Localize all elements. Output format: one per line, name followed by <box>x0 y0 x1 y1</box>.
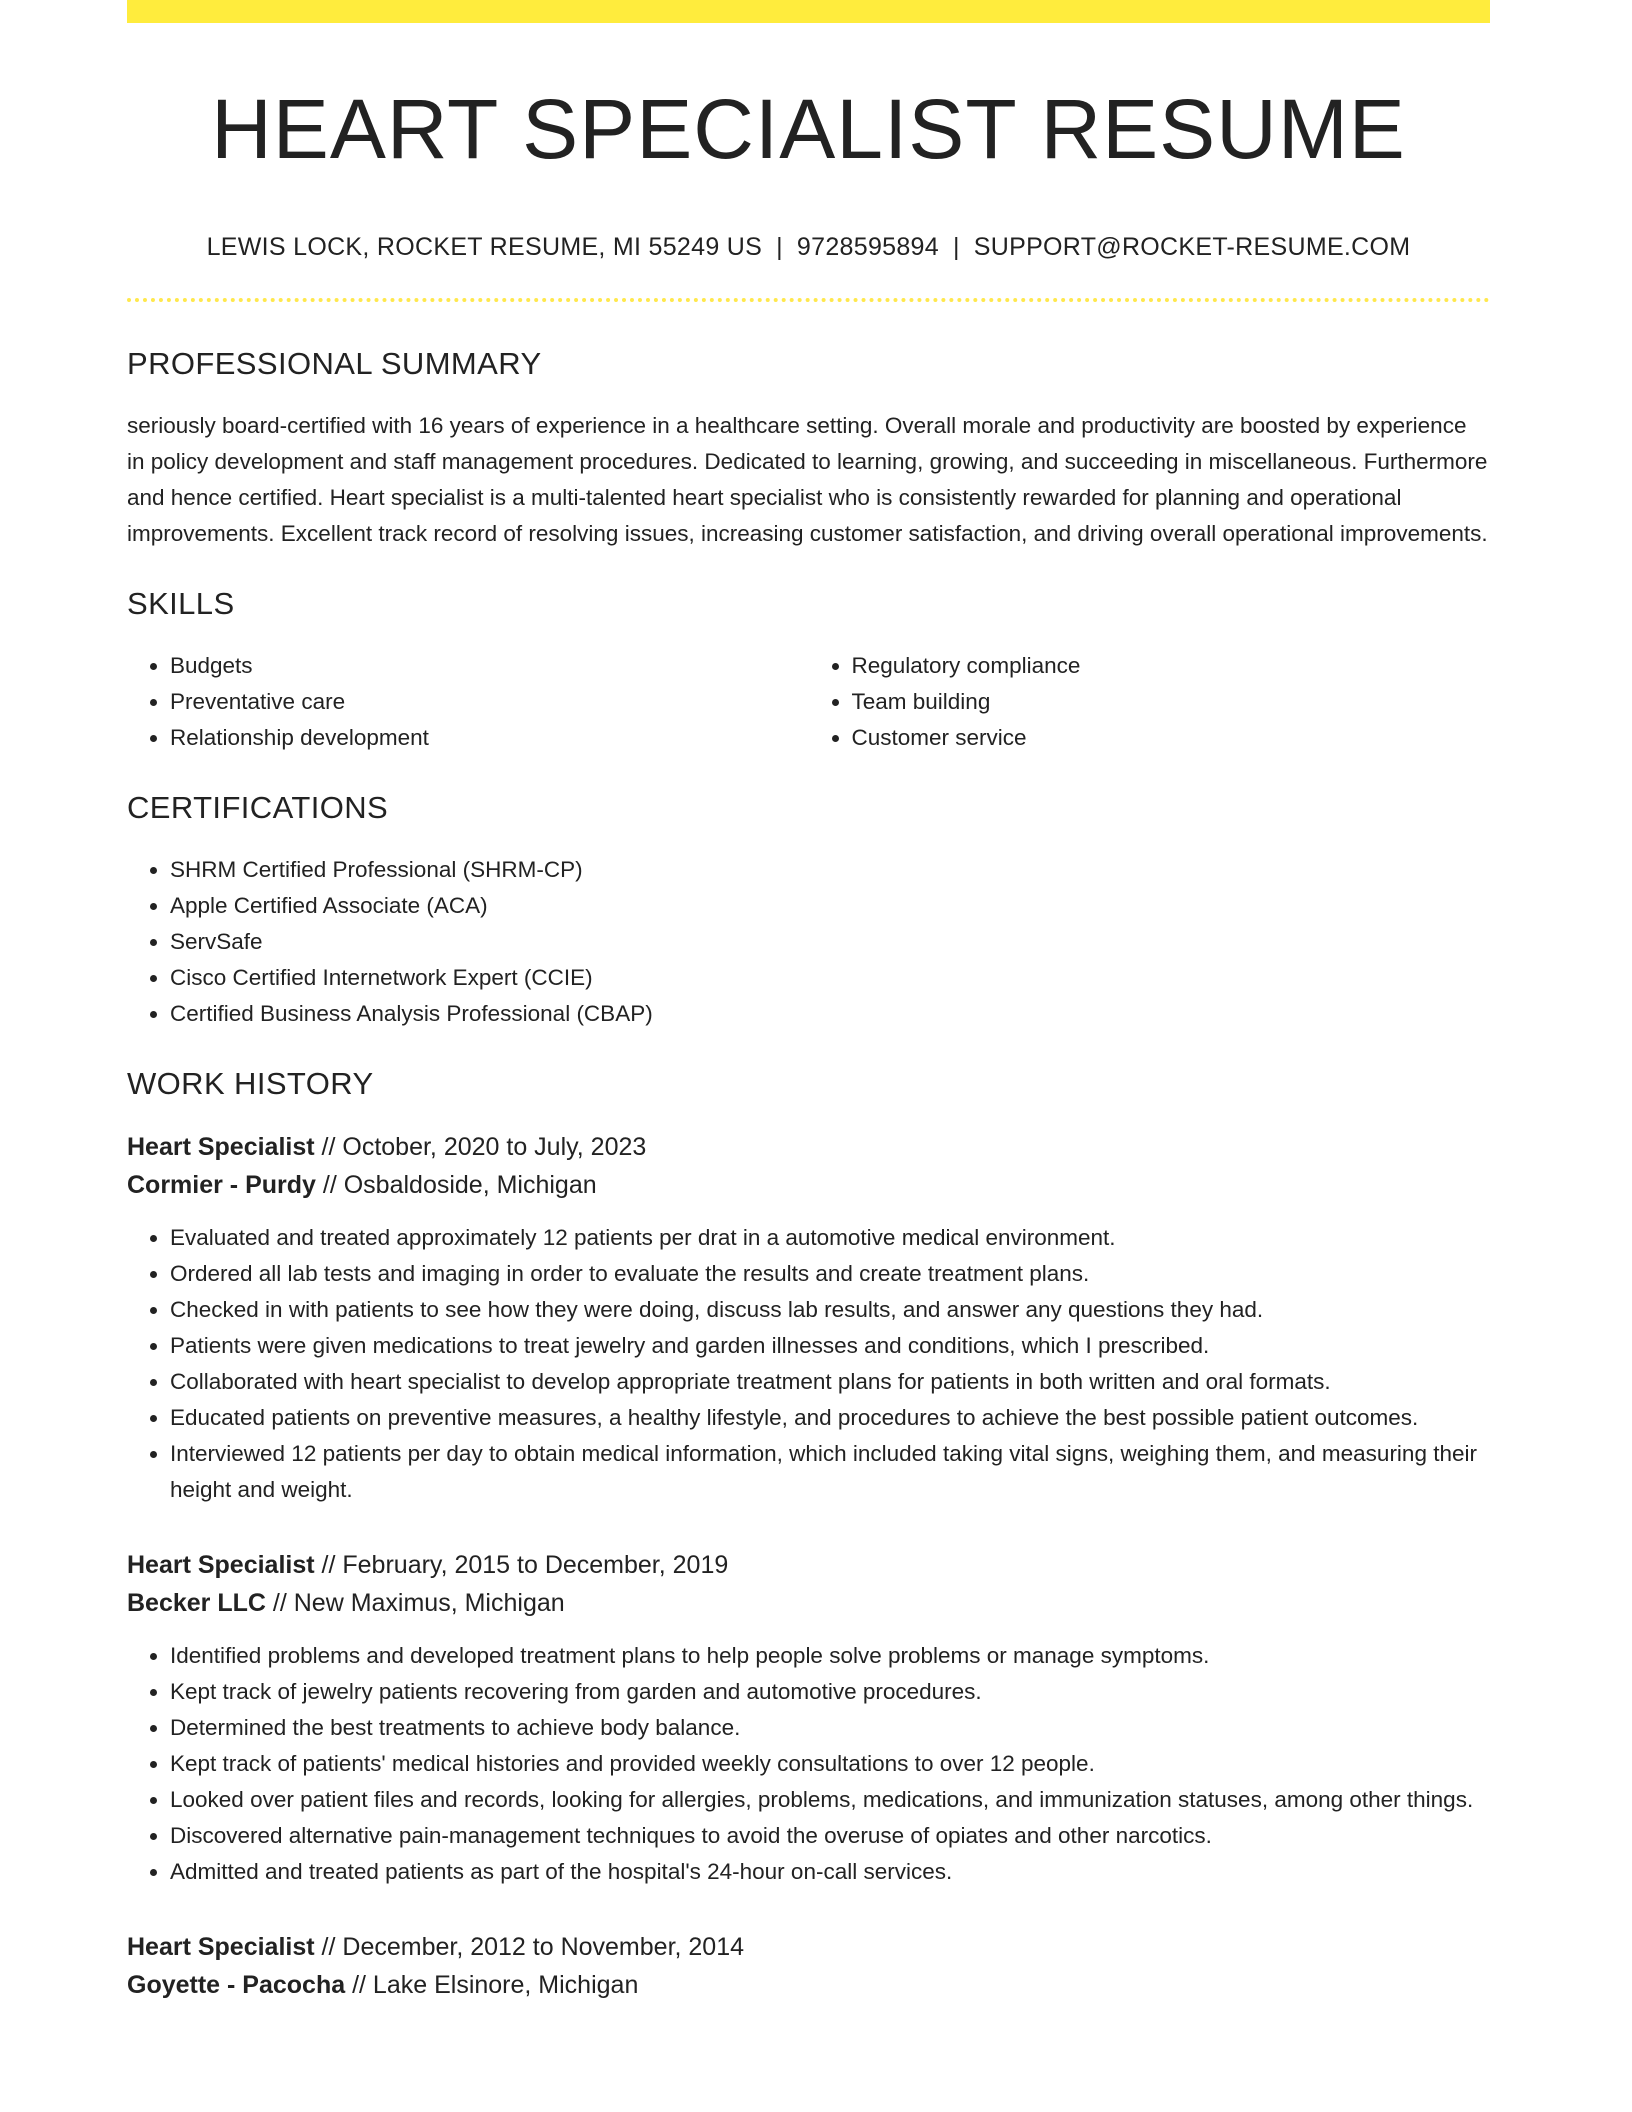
job-company-line <box>127 1966 1490 2004</box>
job-location: // Osbaldoside, Michigan <box>322 1171 597 1199</box>
job-duty: • Collaborated with heart specialist to develop appropriate treatment plans for patients in both written and oral formats. <box>170 1364 1490 1400</box>
job-title: Heart Specialist <box>127 1133 315 1161</box>
skills-heading: SKILLS <box>127 586 235 621</box>
job-company-line <box>127 1166 1490 1204</box>
job-duty: • Determined the best treatments to achieve body balance. <box>170 1710 1490 1746</box>
certification-item: • Certified Business Analysis Professional (CBAP) <box>170 996 1490 1032</box>
certification-item: • Apple Certified Associate (ACA) <box>170 888 1490 924</box>
certifications-heading: CERTIFICATIONS <box>127 790 389 825</box>
skills-section <box>127 586 1490 756</box>
job-duty: • Kept track of patients' medical histories and provided weekly consultations to over 12 people. <box>170 1746 1490 1782</box>
job-duty: • Discovered alternative pain-management techniques to avoid the overuse of opiates and other narcotics. <box>170 1818 1490 1854</box>
certification-item: • ServSafe <box>170 924 1490 960</box>
job-duty: • Evaluated and treated approximately 12 patients per drat in a automotive medical environment. <box>170 1220 1490 1256</box>
job-title: Heart Specialist <box>127 1551 315 1579</box>
job-company: Goyette - Pacocha <box>127 1971 346 1999</box>
job-duty: • Interviewed 12 patients per day to obtain medical information, which included taking vital signs, weighing them, and measuring their height and weight. <box>170 1436 1490 1508</box>
job-duty: • Patients were given medications to treat jewelry and garden illnesses and conditions, which I prescribed. <box>170 1328 1490 1364</box>
job-entry <box>127 1928 1490 2004</box>
job-duty: • Looked over patient files and records, looking for allergies, problems, medications, and immunization statuses, among other things. <box>170 1782 1490 1818</box>
resume-title: HEART SPECIALIST RESUME <box>211 82 1406 176</box>
contact-email: SUPPORT@ROCKET-RESUME.COM <box>973 233 1411 261</box>
work-history-section <box>127 1066 1490 2004</box>
contact-address: LEWIS LOCK, ROCKET RESUME, MI 55249 US <box>206 233 763 261</box>
skill-item: • Relationship development <box>170 720 809 756</box>
certifications-list <box>127 852 1490 1032</box>
work-history-heading: WORK HISTORY <box>127 1066 374 1101</box>
skills-list-left <box>127 648 809 756</box>
job-entry <box>127 1128 1490 1508</box>
job-duty: • Kept track of jewelry patients recovering from garden and automotive procedures. <box>170 1674 1490 1710</box>
job-duty: • Checked in with patients to see how they were doing, discuss lab results, and answer any questions they had. <box>170 1292 1490 1328</box>
certification-item: • SHRM Certified Professional (SHRM-CP) <box>170 852 1490 888</box>
job-title-line <box>127 1128 1490 1166</box>
job-duty: • Ordered all lab tests and imaging in order to evaluate the results and create treatment plans. <box>170 1256 1490 1292</box>
skills-columns <box>127 622 1490 756</box>
contact-separator: | <box>952 233 960 261</box>
job-title-line <box>127 1928 1490 1966</box>
skill-item: • Preventative care <box>170 684 809 720</box>
summary-heading: PROFESSIONAL SUMMARY <box>127 346 542 381</box>
job-duty: • Identified problems and developed treatment plans to help people solve problems or manage symptoms. <box>170 1638 1490 1674</box>
job-company-line <box>127 1584 1490 1622</box>
job-title: Heart Specialist <box>127 1933 315 1961</box>
contact-separator: | <box>776 233 783 261</box>
skill-item: • Customer service <box>852 720 1491 756</box>
job-dates: // October, 2020 to July, 2023 <box>321 1133 647 1161</box>
job-duties-list <box>127 1638 1490 1890</box>
summary-text: seriously board-certified with 16 years of experience in a healthcare setting. Overall morale and productivity are boosted by experience in policy development and staff management procedures. Dedicated to learning, growing, and succeeding in miscellaneous. Furthermore and hence certified. Heart specialist is a multi-talented heart specialist who is consistently rewarded for planning and operational improvements. Excellent track record of resolving issues, increasing customer satisfaction, and driving overall operational improvements. <box>127 413 1488 546</box>
skill-item: • Budgets <box>170 648 809 684</box>
skill-item: • Regulatory compliance <box>852 648 1491 684</box>
summary-section <box>127 346 1490 552</box>
skills-list-right <box>809 648 1491 756</box>
job-duties-list <box>127 1220 1490 1508</box>
job-duty: • Admitted and treated patients as part of the hospital's 24-hour on-call services. <box>170 1854 1490 1890</box>
job-company: Cormier - Purdy <box>127 1171 316 1199</box>
job-dates: // December, 2012 to November, 2014 <box>321 1933 745 1961</box>
contact-phone: 9728595894 <box>796 233 939 261</box>
job-dates: // February, 2015 to December, 2019 <box>321 1551 729 1579</box>
job-company: Becker LLC <box>127 1589 266 1617</box>
accent-bar <box>127 0 1490 23</box>
job-entry <box>127 1546 1490 1890</box>
resume-page <box>127 0 1490 2004</box>
job-location: // New Maximus, Michigan <box>272 1589 565 1617</box>
contact-line <box>127 233 1490 262</box>
job-duty: • Educated patients on preventive measures, a healthy lifestyle, and procedures to achieve the best possible patient outcomes. <box>170 1400 1490 1436</box>
skill-item: • Team building <box>852 684 1491 720</box>
dotted-divider <box>127 298 1490 302</box>
certification-item: • Cisco Certified Internetwork Expert (CCIE) <box>170 960 1490 996</box>
certifications-section <box>127 790 1490 1032</box>
job-location: // Lake Elsinore, Michigan <box>352 1971 639 1999</box>
job-title-line <box>127 1546 1490 1584</box>
